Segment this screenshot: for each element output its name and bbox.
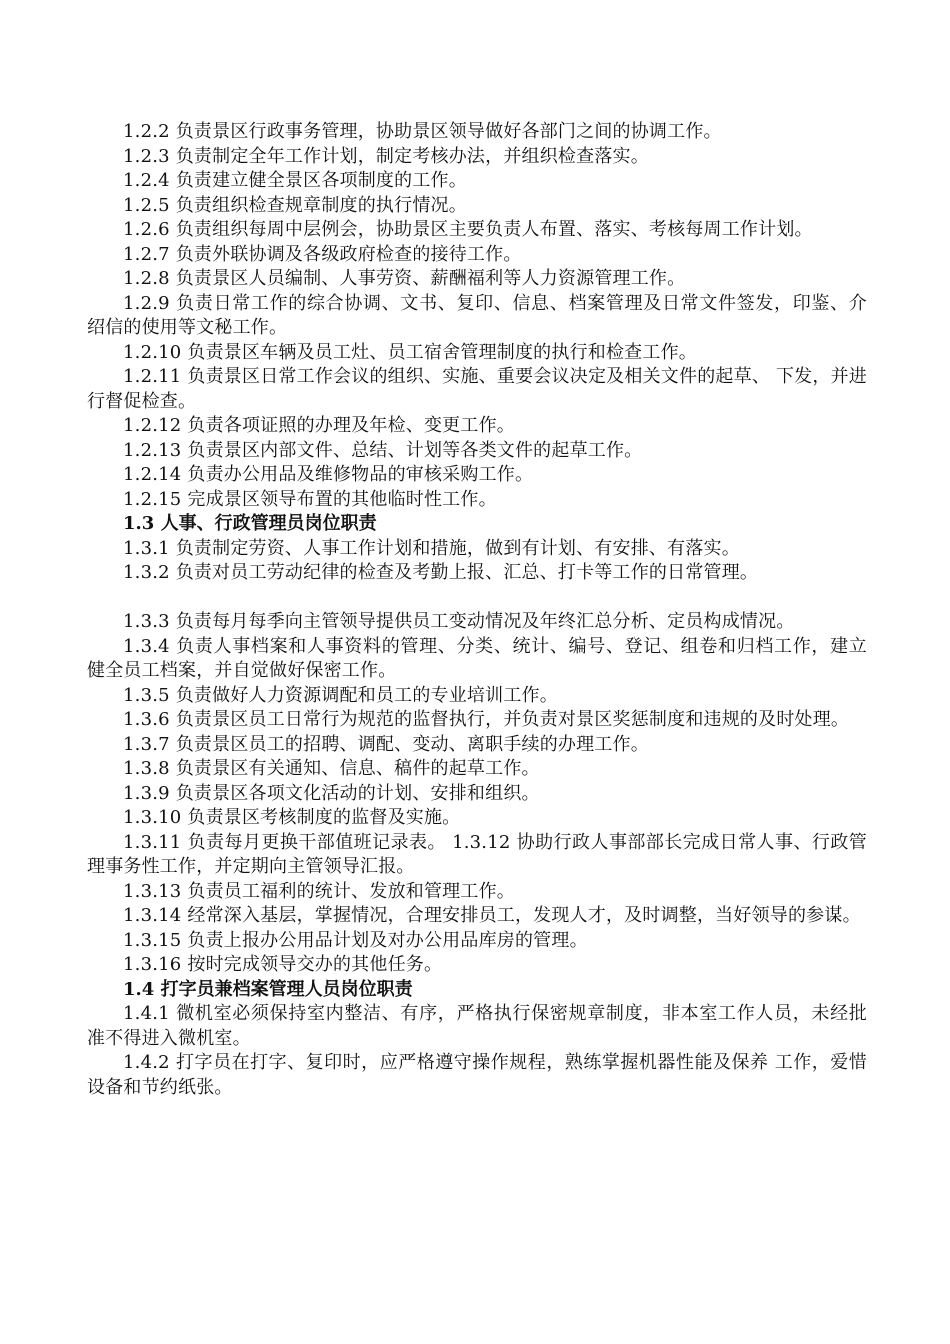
paragraph-1-2-7: 1.2.7 负责外联协调及各级政府检查的接待工作。: [123, 243, 522, 265]
paragraph-1-3-16: 1.3.16 按时完成领导交办的其他任务。: [123, 954, 443, 975]
blank-line: [87, 586, 867, 611]
paragraph-1-2-14: 1.2.14 负责办公用品及维修物品的审核采购工作。: [123, 464, 534, 485]
paragraph-1-4-2: 1.4.2 打字员在打字、复印时，应严格遵守操作规程，熟练掌握机器性能及保养 工作，爱惜设备和节约纸张。: [87, 1052, 867, 1098]
paragraph-1-3-10: 1.3.10 负责景区考核制度的监督及实施。: [123, 807, 461, 828]
paragraph-1-3-6: 1.3.6 负责景区员工日常行为规范的监督执行，并负责对景区奖惩制度和违规的及时处理。: [123, 709, 850, 730]
paragraph-1-2-9: 1.2.9 负责日常工作的综合协调、文书、复印、信息、档案管理及日常文件签发，印鉴、介绍信的使用等文秘工作。: [87, 292, 867, 338]
paragraph-1-3-5: 1.3.5 负责做好人力资源调配和员工的专业培训工作。: [123, 684, 558, 706]
paragraph-1-3-13: 1.3.13 负责员工福利的统计、发放和管理工作。: [123, 880, 515, 902]
paragraph-1-2-10: 1.2.10 负责景区车辆及员工灶、员工宿舍管理制度的执行和检查工作。: [123, 341, 697, 363]
document-body: [87, 120, 867, 1100]
paragraph-1-2-4: 1.2.4 负责建立健全景区各项制度的工作。: [123, 170, 467, 191]
paragraph-1-3-14: 1.3.14 经常深入基层，掌握情况，合理安排员工，发现人才，及时调整，当好领导的参谋。: [123, 905, 861, 926]
paragraph-1-2-6: 1.2.6 负责组织每周中层例会，协助景区主要负责人布置、落实、考核每周工作计划。: [123, 219, 813, 240]
paragraph-1-2-2: 1.2.2 负责景区行政事务管理，协助景区领导做好各部门之间的协调工作。: [123, 121, 722, 142]
paragraph-1-2-5: 1.2.5 负责组织检查规章制度的执行情况。: [123, 194, 467, 216]
paragraph-1-3-11: 1.3.11 负责每月更换干部值班记录表。 1.3.12 协助行政人事部部长完成日常人事、行政管理事务性工作，并定期向主管领导汇报。: [87, 831, 867, 877]
paragraph-1-3-3: 1.3.3 负责每月每季向主管领导提供员工变动情况及年终汇总分析、定员构成情况。: [123, 611, 795, 632]
paragraph-1-2-15: 1.2.15 完成景区领导布置的其他临时性工作。: [123, 488, 497, 510]
section-heading-1-4: 1.4 打字员兼档案管理人员岗位职责: [123, 978, 413, 1000]
paragraph-1-3-8: 1.3.8 负责景区有关通知、信息、稿件的起草工作。: [123, 758, 540, 779]
paragraph-1-3-7: 1.3.7 负责景区员工的招聘、调配、变动、离职手续的办理工作。: [123, 733, 649, 755]
paragraph-1-2-11: 1.2.11 负责景区日常工作会议的组织、实施、重要会议决定及相关文件的起草、 下发，并进行督促检查。: [87, 366, 867, 412]
paragraph-1-2-13: 1.2.13 负责景区内部文件、总结、计划等各类文件的起草工作。: [123, 439, 643, 461]
section-heading-1-3: 1.3 人事、行政管理员岗位职责: [123, 513, 377, 534]
paragraph-1-3-9: 1.3.9 负责景区各项文化活动的计划、安排和组织。: [123, 782, 540, 804]
paragraph-1-3-15: 1.3.15 负责上报办公用品计划及对办公用品库房的管理。: [123, 929, 588, 951]
paragraph-1-3-1: 1.3.1 负责制定劳资、人事工作计划和措施，做到有计划、有安排、有落实。: [123, 537, 740, 559]
paragraph-1-3-2: 1.3.2 负责对员工劳动纪律的检查及考勤上报、汇总、打卡等工作的日常管理。: [123, 562, 759, 583]
paragraph-1-2-3: 1.2.3 负责制定全年工作计划，制定考核办法，并组织检查落实。: [123, 145, 649, 167]
paragraph-1-4-1: 1.4.1 微机室必须保持室内整洁、有序，严格执行保密规章制度，非本室工作人员，未经批准不得进入微机室。: [87, 1003, 867, 1049]
paragraph-1-2-8: 1.2.8 负责景区人员编制、人事劳资、薪酬福利等人力资源管理工作。: [123, 268, 686, 289]
paragraph-1-3-4: 1.3.4 负责人事档案和人事资料的管理、分类、统计、编号、登记、组卷和归档工作，建立健全员工档案，并自觉做好保密工作。: [87, 635, 867, 681]
paragraph-1-2-12: 1.2.12 负责各项证照的办理及年检、变更工作。: [123, 415, 515, 436]
